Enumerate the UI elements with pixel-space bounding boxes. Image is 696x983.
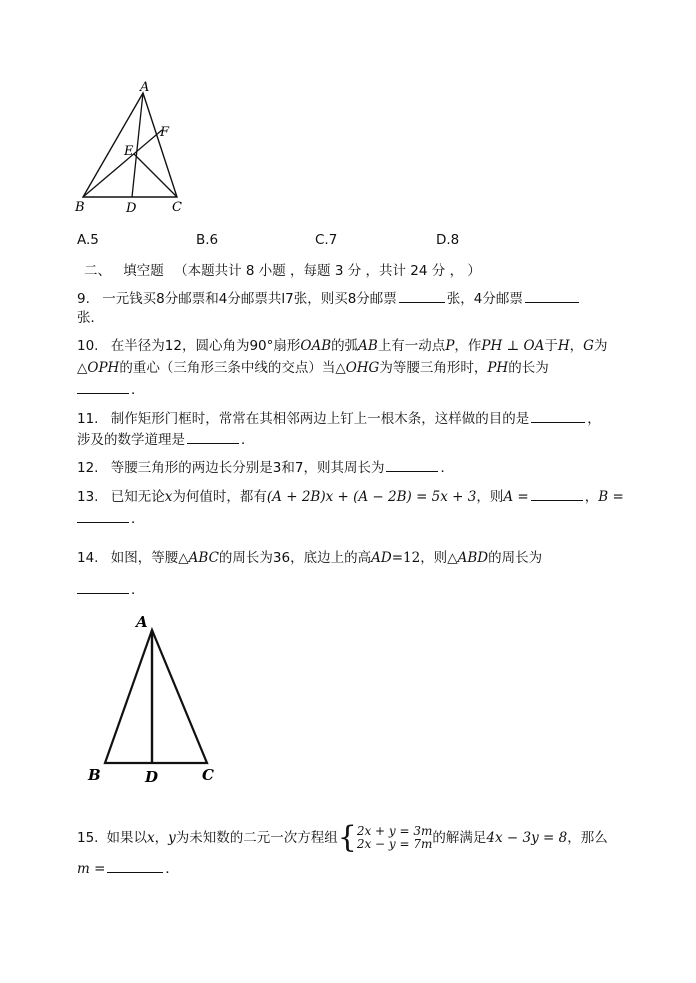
equation-system [357,825,433,851]
question-10-line-3 [77,380,145,399]
q14-text: 如图，等腰 [110,550,179,566]
q11-text: 涉及的数学道理是 [77,432,185,448]
q15-math: m = [77,861,106,877]
q9-blank-1[interactable] [399,289,445,303]
q10-text: 上有一动点 [377,338,446,354]
fig1-label-c: C [172,200,182,215]
q10-math: P [445,338,455,354]
question-14-line-2 [77,580,145,599]
fig2-label-a: A [136,613,148,631]
q10-text: 的重心（三角形三条中线的交点）当△ [119,360,346,376]
q15-equation-2: 2x − y = 7m [356,837,433,851]
q10-math: PH [487,360,509,376]
q10-math: OHG [345,360,380,376]
q10-text: 为等腰三角形时， [379,360,488,376]
option-d: D.8 [436,232,460,248]
q14-math: =12 [391,550,421,566]
question-13-line-2 [77,509,145,528]
q10-text: 于 [544,338,558,354]
option-a: A.5 [77,232,99,248]
q10-text: 的弧 [331,338,359,354]
triangle-abc-outline [105,630,207,763]
fig1-label-e: E [124,144,134,159]
q14-text: 的周长为 [488,550,543,566]
section-number: 二、 [84,263,111,279]
section-title: 填空题 [123,263,164,279]
q13-blank-a[interactable] [531,487,583,501]
q10-text: 的长为 [508,360,549,376]
q10-end: ． [131,382,145,398]
q15-text: 为未知数的二元一次方程组 [175,830,338,846]
fig2-label-d: D [145,768,159,786]
q12-end: ． [440,460,454,476]
q11-number: 11. [77,411,99,427]
q13-text: ， [584,489,599,505]
q12-blank[interactable] [386,458,438,472]
q11-blank-2[interactable] [187,430,239,444]
q10-math: PH ⊥ OA [481,338,545,354]
q13-text: ，则 [476,489,504,505]
q10-text: 在半径为12，圆心角为90°扇形 [110,338,301,354]
q9-number: 9. [77,291,90,307]
q10-text: △ [77,360,88,376]
q12-number: 12. [77,460,99,476]
q10-math: AB [358,338,378,354]
question-15 [77,822,608,854]
q10-text: ，作 [454,338,482,354]
q13-text: 为何值时，都有 [172,489,267,505]
fig1-label-f: F [160,125,170,140]
q11-blank-1[interactable] [531,409,585,423]
fig1-label-b: B [75,200,85,215]
q10-math: OAB [300,338,332,354]
fig1-label-a: A [140,80,150,95]
option-c: C.7 [315,232,338,248]
question-15-line-2 [77,859,179,878]
q14-blank[interactable] [77,580,129,594]
equation-system-brace: { [337,820,357,855]
fig2-label-b: B [88,766,101,784]
section-header [84,262,481,280]
q9-blank-2[interactable] [525,289,579,303]
q10-math: OPH [87,360,120,376]
q15-text: ， [154,830,169,846]
figure-1-triangle [70,78,190,218]
q13-math: (A + 2B)x + (A − 2B) = 5x + 3 [266,489,477,505]
q10-number: 10. [77,338,99,354]
q9-text-b: 张，4分邮票 [446,291,523,307]
question-11-line-1 [77,409,601,428]
q14-number: 14. [77,550,99,566]
q15-text: 的解满足 [432,830,487,846]
question-11-line-2 [77,430,255,449]
q15-text: 如果以 [106,830,147,846]
q15-math: 4x − 3y = 8 [486,830,568,846]
q15-math: x [146,830,155,846]
q15-math: y [168,830,176,846]
q12-text: 等腰三角形的两边长分别是3和7，则其周长为 [110,460,385,476]
q14-end: ． [131,582,145,598]
question-12 [77,458,454,477]
segment-be [83,130,162,197]
question-10-line-1 [77,337,607,355]
q14-text: 的周长为36，底边上的高 [218,550,372,566]
q11-end: ． [241,432,255,448]
question-10-line-2 [77,359,549,377]
q11-end: ， [587,411,601,427]
q13-blank-b[interactable] [77,509,129,523]
figure-2-triangle [80,605,230,795]
q13-end: ． [131,511,145,527]
q13-text: 已知无论 [110,489,165,505]
q13-math: A = [503,489,529,505]
question-9 [77,289,581,308]
q15-blank[interactable] [107,859,163,873]
q13-math: x [164,489,173,505]
q14-text: ，则 [420,550,448,566]
q9-text-a: 一元钱买8分邮票和4分邮票共l7张，则买8分邮票 [102,291,397,307]
q10-text: ， [569,338,584,354]
fig1-label-d: D [126,201,137,216]
q15-end: ． [165,861,179,877]
q10-blank[interactable] [77,380,129,394]
q14-math: △ABC [178,550,219,566]
q13-number: 13. [77,489,99,505]
q15-text: ，那么 [567,830,608,846]
q9-text-c: 张． [77,310,104,326]
q14-math: △ABD [447,550,489,566]
q13-math: B = [598,489,624,505]
q10-math: G [583,338,594,354]
section-note: （本题共计 8 小题 ，每题 3 分 ，共计 24 分 ， ） [174,263,481,279]
question-13 [77,487,624,506]
fig2-label-c: C [202,766,214,784]
q15-number: 15. [77,830,99,846]
question-14 [77,549,542,567]
q10-text: 为 [593,338,608,354]
q15-equation-1: 2x + y = 3m [356,824,433,838]
q11-text: 制作矩形门框时，常常在其相邻两边上钉上一根木条，这样做的目的是 [110,411,530,427]
q14-math: AD [371,550,392,566]
option-b: B.6 [196,232,219,248]
q10-math: H [557,338,570,354]
